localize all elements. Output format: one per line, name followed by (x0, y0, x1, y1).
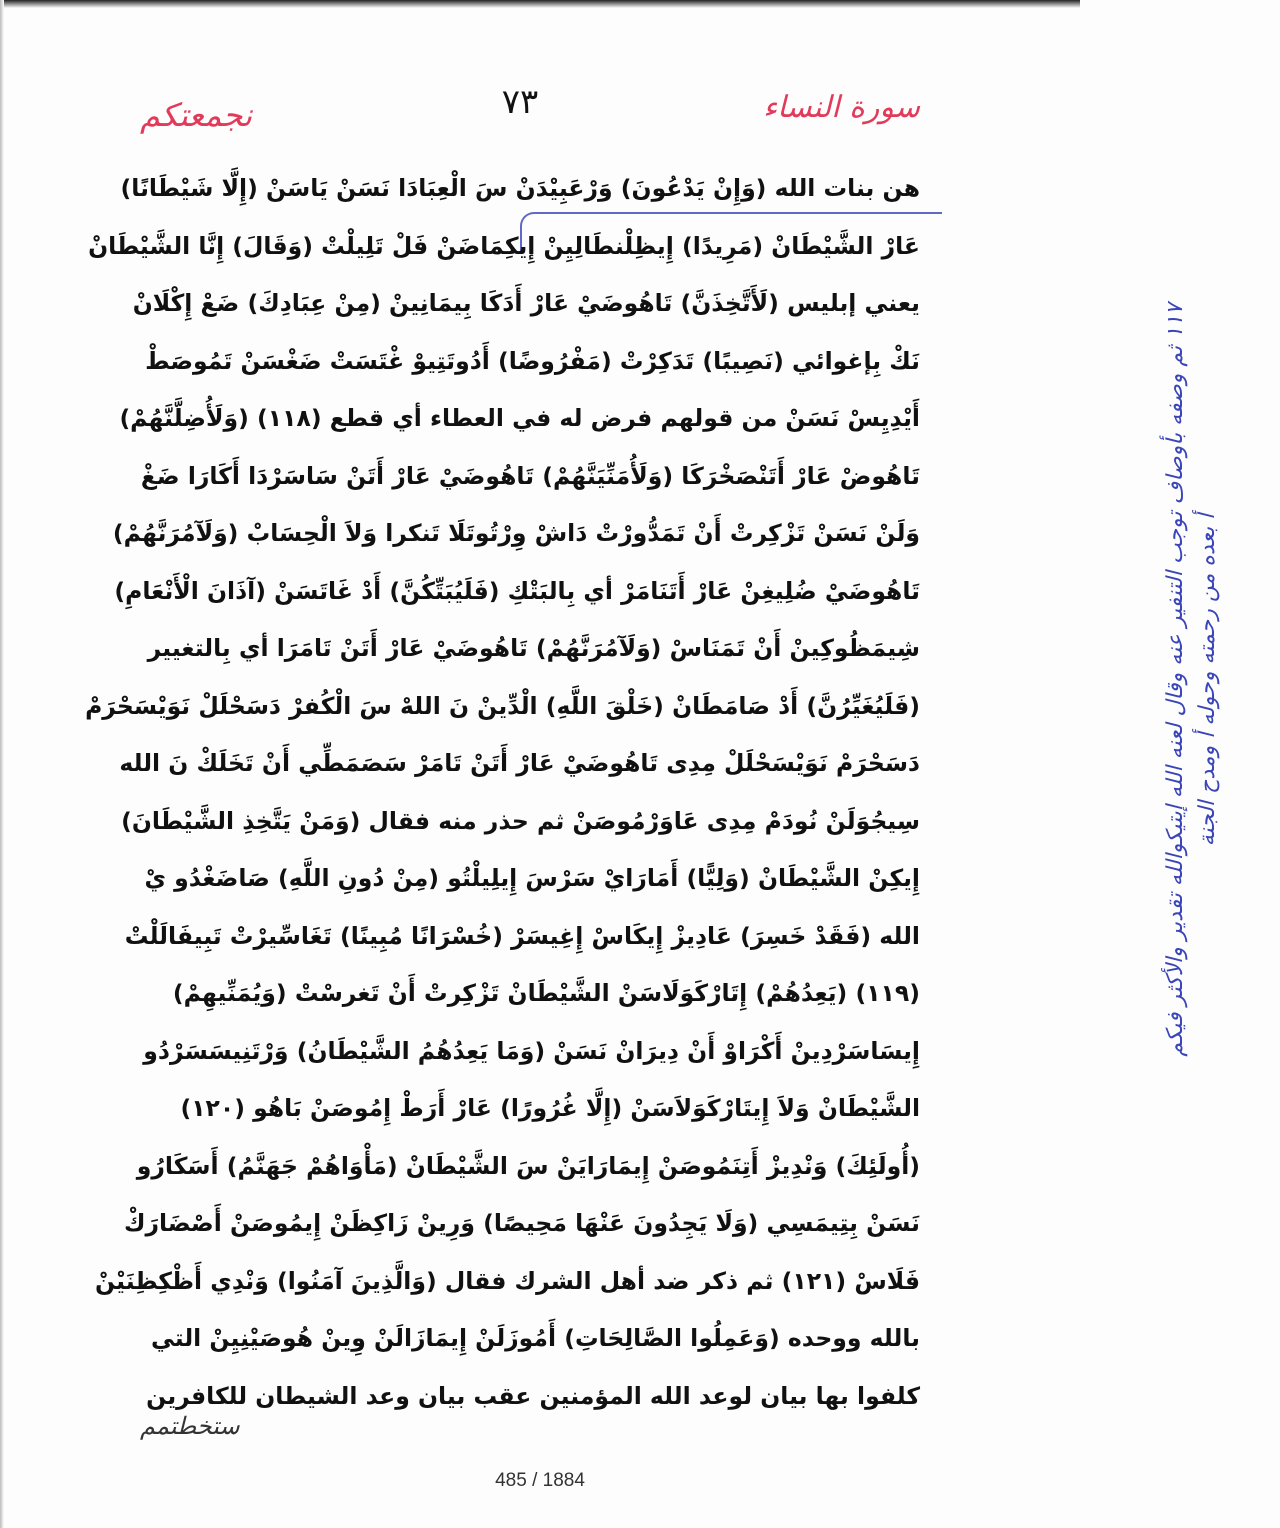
text-line: كلفوا بها بيان لوعد الله المؤمنين عقب بيان وعد الشيطان للكافرين (146, 1381, 920, 1410)
text-line: فَلَاسْ (١٢١) ثم ذكر ضد أهل الشرك فقال (وَالَّذِينَ آمَنُوا) وَنْدِي أَظْكِظِنَيْنْ (95, 1266, 920, 1295)
text-line: (فَلَيُغَيِّرُنَّ) أَدْ صَامَطَانْ (خَلْقَ اللَّهِ) الْدِّينْ نَ اللهْ سَ الْكُفرْ دَسَحْلَلْ نَوَيْسَحْرَمْ (85, 691, 920, 720)
text-line: إِيسَاسَرْدِينْ أَكْرَاوْ أَنْ دِيرَانْ نَسَنْ (وَمَا يَعِدُهُمُ الشَّيْطَانُ) وَرْتَنِيسَسَرْدُو (143, 1036, 920, 1065)
text-line: أَيْدِيِسْ نَسَنْ من قولهم فرض له في العطاء أي قطع (١١٨) (وَلَأُضِلَّنَّهُمْ) (119, 404, 920, 432)
text-line: نَكْ بِإغوائي (نَصِيبًا) تَدَكِرْتْ (مَفْرُوضًا) أَدُوتَتِيوْ غْتَسَتْ ضَغْسَنْ تَمُوصَطْ (145, 346, 920, 375)
scan-left-shadow (0, 0, 4, 1528)
page-header (120, 80, 920, 150)
page-indicator: 485 / 1884 (495, 1470, 585, 1491)
manuscript-body (85, 160, 920, 1425)
text-line: وَلَنْ نَسَنْ تَزْكِرتْ أَنْ تَمَدُّورْتْ دَاشْ وِرْتُوتَلَا تَنكرا وَلاَ الْحِسَابْ (وَلَآمُرَنَّهُمْ) (112, 519, 920, 547)
text-line: نَسَنْ بِتِيمَسِي (وَلَا يَجِدُونَ عَنْهَا مَحِيصًا) وَرِينْ زَاكِظَنْ إِيمُوصَنْ أَصْضَارَكْ (123, 1209, 920, 1237)
text-line: الله (فَقَدْ خَسِرَ) عَادِيزْ إِيكَاسْ إِغِيسَرْ (خُسْرَانًا مُبِينًا) تَغَاسِّيرْتْ تَبِيفَالَلْتْ (124, 921, 920, 950)
text-line: تَاهُوضَيْ ضُلِيغِنْ عَارْ أَتَنَامَرْ أي بِالبَتْكِ (فَلَيُبَتِّكُنَّ) أَدْ غَاتَسَنْ (آذَانَ الْأَنْعَامِ) (114, 576, 920, 605)
text-line: دَسَحْرَمْ نَوَيْسَحْلَلْ مِدِى تَاهُوضَيْ عَارْ أَتَنْ تَامَرْ سَصَمَطِّي أَنْ تَخَلَكْ نَ الله (119, 749, 920, 777)
text-line: عَارْ الشَّيْطَانْ (مَرِيدًا) إِيظِلْنطَالِيِنْ إِيكِمَاضَنْ فَلْ تَلِيلْتْ (وَقَالَ) إِنَّا الشَّيْطَانْ (88, 231, 920, 260)
text-line: بالله ووحده (وَعَمِلُوا الصَّالِحَاتِ) أَمُوزَلَنْ إِيمَازَالَنْ وِينْ هُوصَيْنِيِنْ التي (150, 1324, 920, 1352)
text-line: سِيجُوَلَنْ نُودَمْ مِدِى عَاوَرْمُوصَنْ ثم حذر منه فقال (وَمَنْ يَتَّخِذِ الشَّيْطَانَ) (121, 806, 920, 835)
text-line: تَاهُوضْ عَارْ أَتَنْصَخْرَكَا (وَلَأُمَنِّيَنَّهُمْ) تَاهُوضَيْ عَارْ أَتَنْ سَاسَرْدَا أَكَارَا ضَغْ (140, 461, 920, 490)
text-line: (١١٩) (يَعِدُهُمْ) إِتَارْكَوَلَاسَنْ الشَّيْطَانْ تَزْكِرتْ أَنْ تَغرسْتْ (وَيُمَنِّيهِمْ) (172, 979, 920, 1007)
text-line: شِيمَظُوكِينْ أَنْ تَمَنَاسْ (وَلَآمُرَنَّهُمْ) تَاهُوضَيْ عَارْ أَتَنْ تَامَرَا أي بِالتغيير (147, 634, 920, 662)
surah-title: سورة النساء (763, 90, 920, 125)
text-line: يعني إبليس (لَأَتَّخِذَنَّ) تَاهُوضَيْ عَارْ أَدَكَا بِيمَانِينْ (مِنْ عِبَادِكَ) ضَعْ إِكْلَانْ (132, 289, 920, 317)
text-line: هن بنات الله (وَإِنْ يَدْعُونَ) وَرْعَبِيْدَنْ سَ الْعِبَادَا نَسَنْ يَاسَنْ (إِلَّا شَيْطَانًا) (120, 174, 920, 202)
text-line: إِيكِنْ الشَّيْطَانْ (وَلِيًّا) أَمَارَايْ سَرْسَ إِيلِيلْتُو (مِنْ دُونِ اللَّهِ) صَاضَغْدُو يْ (144, 864, 920, 892)
handwritten-signature: ستخطتمم (140, 1412, 240, 1440)
text-line: الشَّيْطَانْ وَلاَ إِيتَارْكَوَلاَسَنْ (إِلَّا غُرُورًا) عَارْ أَرَطْ إِمُوصَنْ بَاهُو (١٢٠) (180, 1094, 920, 1122)
text-line: (أُولَئِكَ) وَنْدِيزْ أَتِنَمُوصَنْ إِيمَارَايَنْ سَ الشَّيْطَانْ (مَأْوَاهُمْ جَهَنَّمُ) أَسَكَارُو (136, 1151, 920, 1180)
handwritten-margin-note: ١١٧ ثم وصفه بأوصاف توجب التنفير عنه وقال لعنه الله إيتيكوالله تقدير والأكثر فيكم أ بعده من رحمته وحوله أ ومدح الجنة (1163, 303, 1220, 1057)
scan-edge-shadow (0, 0, 1080, 8)
header-left-note: نجمعتكم (140, 96, 253, 134)
page-number: ٧٣ (501, 82, 539, 122)
